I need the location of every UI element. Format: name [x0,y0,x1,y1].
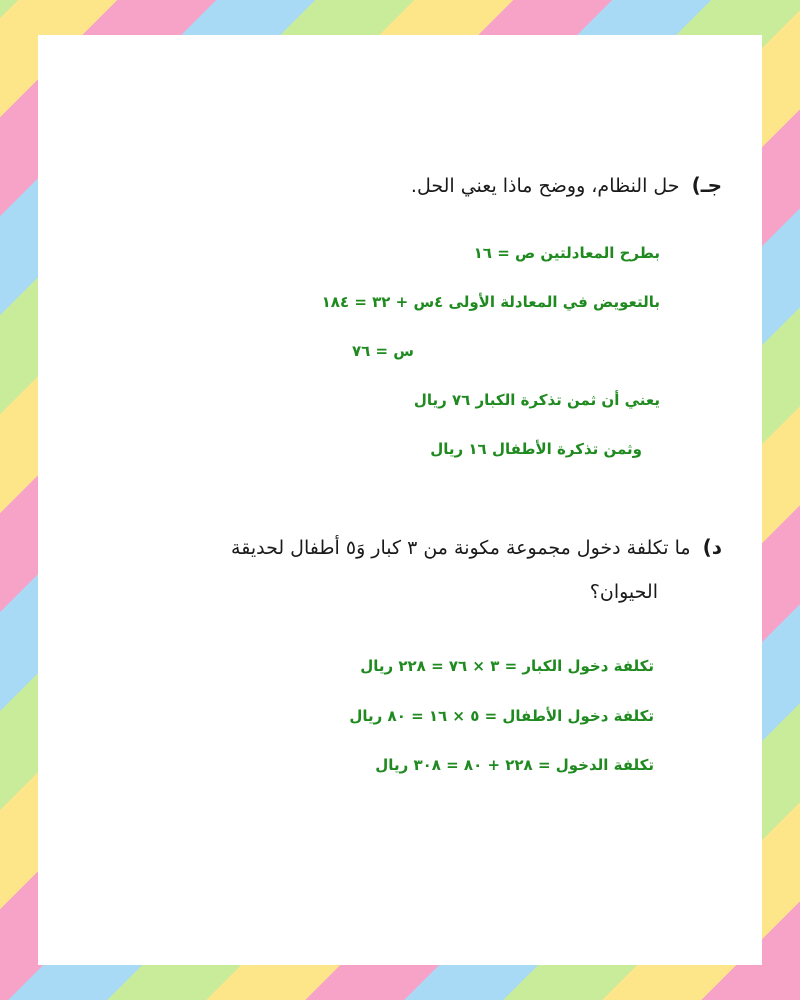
answer-c-line-1: بطرح المعادلتين ص = ١٦ [473,244,660,262]
question-c-text: حل النظام، ووضح ماذا يعني الحل. [410,175,680,197]
question-d-label: د) [702,535,722,559]
question-d [231,535,722,559]
question-d-line-1: ما تكلفة دخول مجموعة مكونة من ٣ كبار وَ٥ أطفال لحديقة [231,537,691,559]
answer-c-line-4: يعني أن ثمن تذكرة الكبار ٧٦ ريال [413,391,660,409]
question-d-line-2: الحيوان؟ [589,581,658,603]
worksheet-page [38,35,762,965]
answer-c-line-3: س = ٧٦ [351,342,414,360]
question-c [411,173,722,197]
answer-d-line-3: تكلفة الدخول = ٢٢٨ + ٨٠ = ٣٠٨ ريال [375,756,654,774]
answer-c-line-5: وثمن تذكرة الأطفال ١٦ ريال [430,440,642,458]
answer-d-line-1: تكلفة دخول الكبار = ٣ × ٧٦ = ٢٢٨ ريال [360,657,654,675]
answer-c-line-2: بالتعويض في المعادلة الأولى ٤س + ٣٢ = ١٨٤ [321,293,660,311]
question-c-label: جـ) [691,173,722,197]
answer-d-line-2: تكلفة دخول الأطفال = ٥ × ١٦ = ٨٠ ريال [349,707,654,725]
